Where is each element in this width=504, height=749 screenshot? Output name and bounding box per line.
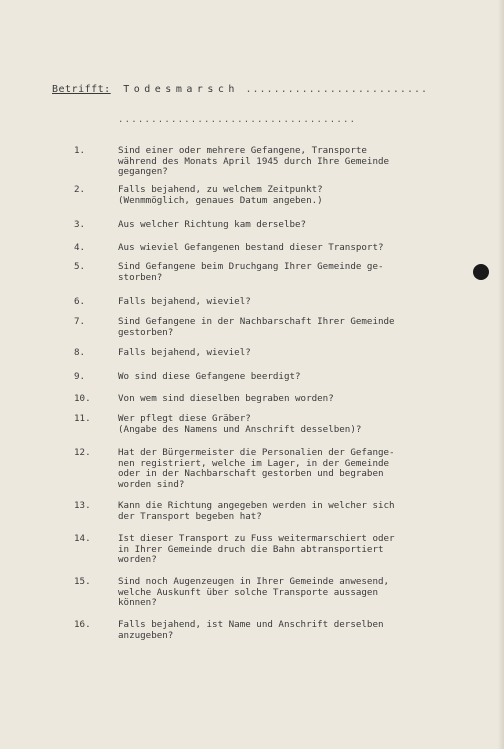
question-number: 16. [74, 619, 91, 630]
question-text: Falls bejahend, wieviel? [118, 347, 251, 358]
question-text: Falls bejahend, ist Name und Anschrift derselben anzugeben? [118, 619, 384, 641]
question-number: 14. [74, 533, 91, 544]
question-number: 7. [74, 316, 86, 327]
question-text: Sind Gefangene in der Nachbarschaft Ihrer Gemeinde gestorben? [118, 316, 395, 338]
question-text: Falls bejahend, zu welchem Zeitpunkt? (Wenmmöglich, genaues Datum angeben.) [118, 184, 323, 206]
question-number: 5. [74, 261, 86, 272]
question-text: Falls bejahend, wieviel? [118, 296, 251, 307]
question-text: Ist dieser Transport zu Fuss weitermarschiert oder in Ihrer Gemeinde druch die Bahn abtransportiert worden? [118, 533, 395, 565]
subject-label: Betrifft: [52, 84, 111, 95]
question-number: 13. [74, 500, 91, 511]
question-number: 15. [74, 576, 91, 587]
question-text: Wer pflegt diese Gräber? (Angabe des Namens und Anschrift desselben)? [118, 413, 362, 435]
question-text: Hat der Bürgermeister die Personalien der Gefange- nen registriert, welche im Lager, in der Gemeinde oder in der Nachbarschaft gestorben und begraben worden sind? [118, 447, 395, 490]
question-text: Wo sind diese Gefangene beerdigt? [118, 371, 301, 382]
question-number: 9. [74, 371, 86, 382]
question-number: 1. [74, 145, 86, 156]
question-number: 6. [74, 296, 86, 307]
dotted-line: .................................... [118, 115, 357, 125]
question-number: 8. [74, 347, 86, 358]
question-number: 4. [74, 242, 86, 253]
page-edge [498, 0, 504, 749]
question-number: 10. [74, 393, 91, 404]
question-number: 12. [74, 447, 91, 458]
subject-dots: .......................... [245, 84, 429, 95]
question-text: Aus welcher Richtung kam derselbe? [118, 219, 307, 230]
question-text: Von wem sind dieselben begraben worden? [118, 393, 334, 404]
question-text: Sind Gefangene beim Druchgang Ihrer Gemeinde ge- storben? [118, 261, 384, 283]
question-text: Aus wieviel Gefangenen bestand dieser Transport? [118, 242, 384, 253]
question-number: 2. [74, 184, 86, 195]
question-number: 11. [74, 413, 91, 424]
question-text: Kann die Richtung angegeben werden in welcher sich der Transport begeben hat? [118, 500, 395, 522]
question-text: Sind einer oder mehrere Gefangene, Transporte während des Monats April 1945 durch Ihre Gemeinde gegangen? [118, 145, 390, 177]
question-number: 3. [74, 219, 86, 230]
subject-line [52, 84, 428, 95]
punch-hole [473, 264, 489, 280]
subject-title: Todesmarsch [123, 84, 239, 95]
question-text: Sind noch Augenzeugen in Ihrer Gemeinde anwesend, welche Auskunft über solche Transporte aussagen können? [118, 576, 390, 608]
